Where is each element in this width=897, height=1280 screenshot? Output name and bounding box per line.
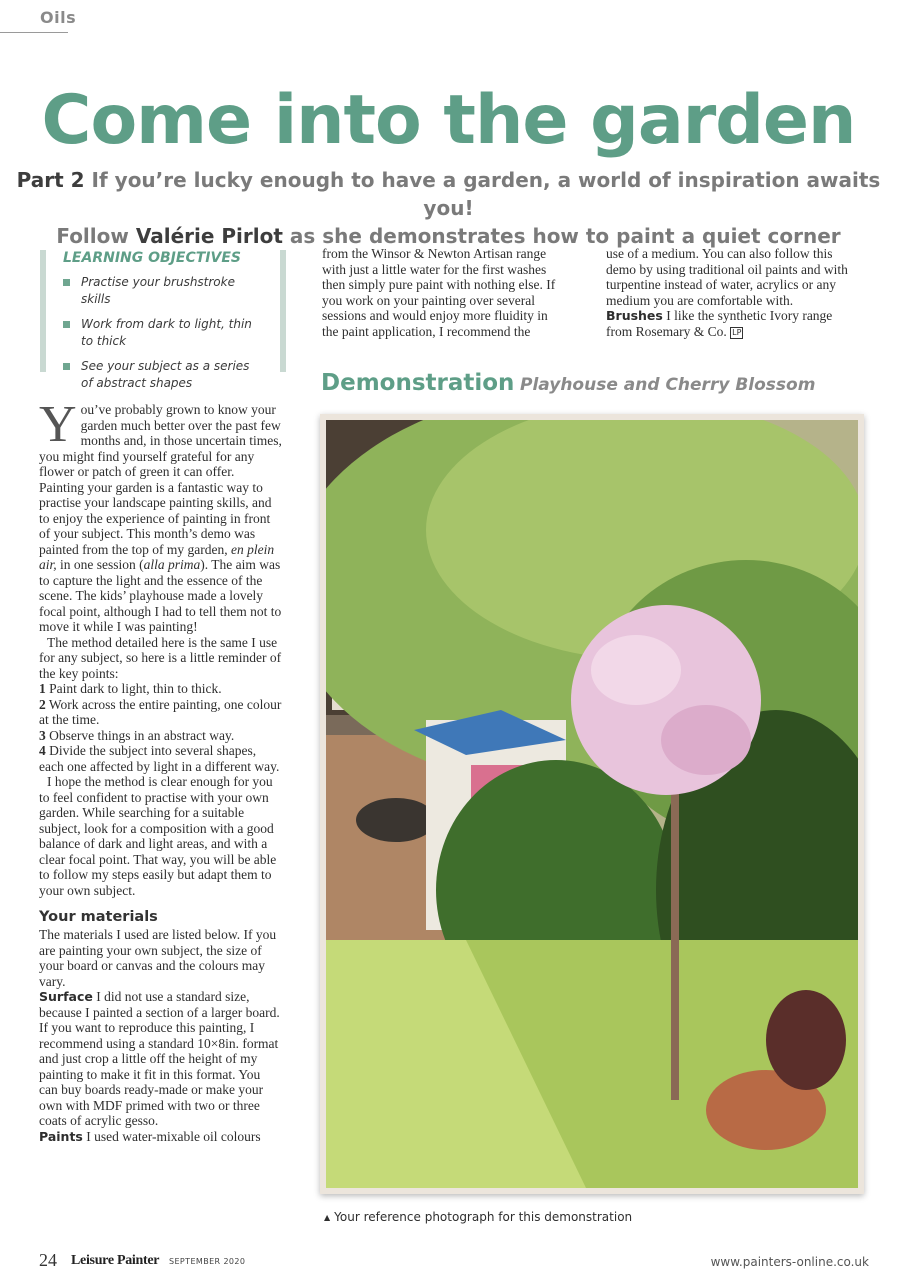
intro-text-c: ). The aim was to capture the light and the essence of the scene. The kids’ playhouse made a lovely focal point, although I had to tell them not to move it while I was painting! bbox=[39, 557, 282, 634]
key-point-number: 4 bbox=[39, 743, 46, 758]
section-tag bbox=[0, 8, 77, 33]
paints-label: Paints bbox=[39, 1128, 83, 1144]
intro-paragraph bbox=[39, 396, 282, 635]
page-footer bbox=[39, 1250, 869, 1274]
key-point-text: Observe things in an abstract way. bbox=[49, 727, 235, 743]
reference-photograph bbox=[320, 414, 864, 1194]
magazine-logo: Leisure Painter bbox=[71, 1253, 160, 1268]
learning-objectives-box bbox=[40, 250, 286, 390]
paints-continued-2: use of a medium. You can also follow this demo by using traditional oil paints and with turpentine instead of water, acrylics or any medium you are comfortable with. bbox=[606, 246, 848, 308]
objective-item: Practise your brushstroke skills bbox=[63, 274, 261, 308]
surface-label: Surface bbox=[39, 989, 93, 1004]
demonstration-subtitle: Playhouse and Cherry Blossom bbox=[520, 375, 816, 395]
photo-caption bbox=[324, 1210, 632, 1224]
key-point-text: Paint dark to light, thin to thick. bbox=[49, 681, 222, 696]
caption-triangle-icon: ▲ bbox=[324, 1213, 331, 1222]
materials-brushes bbox=[606, 308, 856, 339]
intro-italic-alla-prima: alla prima bbox=[143, 557, 201, 572]
body-column-1 bbox=[39, 396, 282, 1144]
drop-cap: Y bbox=[39, 396, 77, 453]
intro-italic-plein-air: en plein air, bbox=[39, 541, 275, 572]
caption-text: Your reference photograph for this demonstration bbox=[334, 1210, 633, 1224]
brushes-label: Brushes bbox=[606, 308, 663, 323]
intro-text-b: in one session ( bbox=[60, 557, 144, 572]
closing-paragraph: I hope the method is clear enough for you to feel confident to practise with your own garden. While searching for a suitable subject, look for a composition with a good balance of dark and light areas, and with a clear focal point. That way, you will be able to follow my steps easily but adapt them to your own subject. bbox=[39, 774, 277, 898]
objective-item: See your subject as a series of abstract shapes bbox=[63, 358, 261, 392]
key-point-number: 1 bbox=[39, 681, 46, 696]
materials-surface bbox=[39, 989, 282, 1129]
surface-text: I did not use a standard size, because I painted a section of a larger board. If you want to reproduce this painting, I recommend using a standard 10×8in. format and just crop a little off the height of my painting to make it fit in this format. You can buy boards ready-made or make your own with MDF primed with two or three coats of acrylic gesso. bbox=[39, 989, 280, 1128]
website-url: www.painters-online.co.uk bbox=[710, 1255, 869, 1269]
key-point bbox=[39, 728, 282, 744]
page-title: Come into the garden bbox=[41, 81, 856, 160]
method-intro: The method detailed here is the same I use for any subject, so here is a little reminder of the key points: bbox=[39, 634, 282, 681]
issue-date: SEPTEMBER 2020 bbox=[169, 1257, 246, 1266]
key-point-text: Divide the subject into several shapes, each one affected by light in a different way. bbox=[39, 743, 280, 774]
key-point-number: 3 bbox=[39, 727, 46, 743]
section-label: Oils bbox=[40, 8, 77, 27]
intro-text: ou’ve probably grown to know your garden much better over the past few months and, in those uncertain times, you might find yourself grateful for any flower or patch of green it can offer. Painting your garden is a fantastic way to practise your landscape painting skills, and to enjoy the experience of painting in front of your subject. This month’s demo was painted from the top of my garden, bbox=[39, 402, 282, 557]
materials-paints bbox=[39, 1129, 282, 1145]
materials-heading: Your materials bbox=[39, 909, 158, 925]
garden-photo-illustration bbox=[326, 420, 858, 1188]
objective-item: Work from dark to light, thin to thick bbox=[63, 316, 261, 350]
body-column-3 bbox=[606, 246, 856, 339]
end-mark: LP bbox=[732, 327, 742, 337]
key-point-text: Work across the entire painting, one colour at the time. bbox=[39, 696, 282, 727]
paints-continued: from the Winsor & Newton Artisan range with just a little water for the first washes then simply pure paint with nothing else. If you work on your painting over several sessions and would enjoy more fluidity in the paint application, I recommend the bbox=[322, 246, 556, 339]
objectives-heading: LEARNING OBJECTIVES bbox=[63, 250, 241, 266]
standfirst-follow: Follow bbox=[56, 224, 129, 248]
demonstration-heading bbox=[321, 370, 815, 396]
part-label: Part 2 bbox=[16, 168, 85, 192]
materials-intro: The materials I used are listed below. If you are painting your own subject, the size of your board or canvas and the colours may vary. bbox=[39, 927, 277, 989]
standfirst-line-2: as she demonstrates how to paint a quiet corner bbox=[289, 224, 841, 248]
body-column-2 bbox=[322, 246, 567, 339]
key-point bbox=[39, 743, 282, 774]
demonstration-label: Demonstration bbox=[321, 370, 515, 396]
standfirst bbox=[0, 166, 897, 250]
page-number: 24 bbox=[39, 1250, 57, 1270]
key-point bbox=[39, 697, 282, 728]
objectives-list bbox=[63, 274, 261, 400]
brushes-text: I like the synthetic Ivory range from Rosemary & Co. bbox=[606, 308, 833, 339]
key-point-number: 2 bbox=[39, 696, 46, 712]
standfirst-line-1: If you’re lucky enough to have a garden, a world of inspiration awaits you! bbox=[91, 168, 881, 220]
author-name: Valérie Pirlot bbox=[135, 224, 283, 248]
paints-text: I used water-mixable oil colours bbox=[86, 1128, 261, 1144]
key-point bbox=[39, 681, 282, 697]
